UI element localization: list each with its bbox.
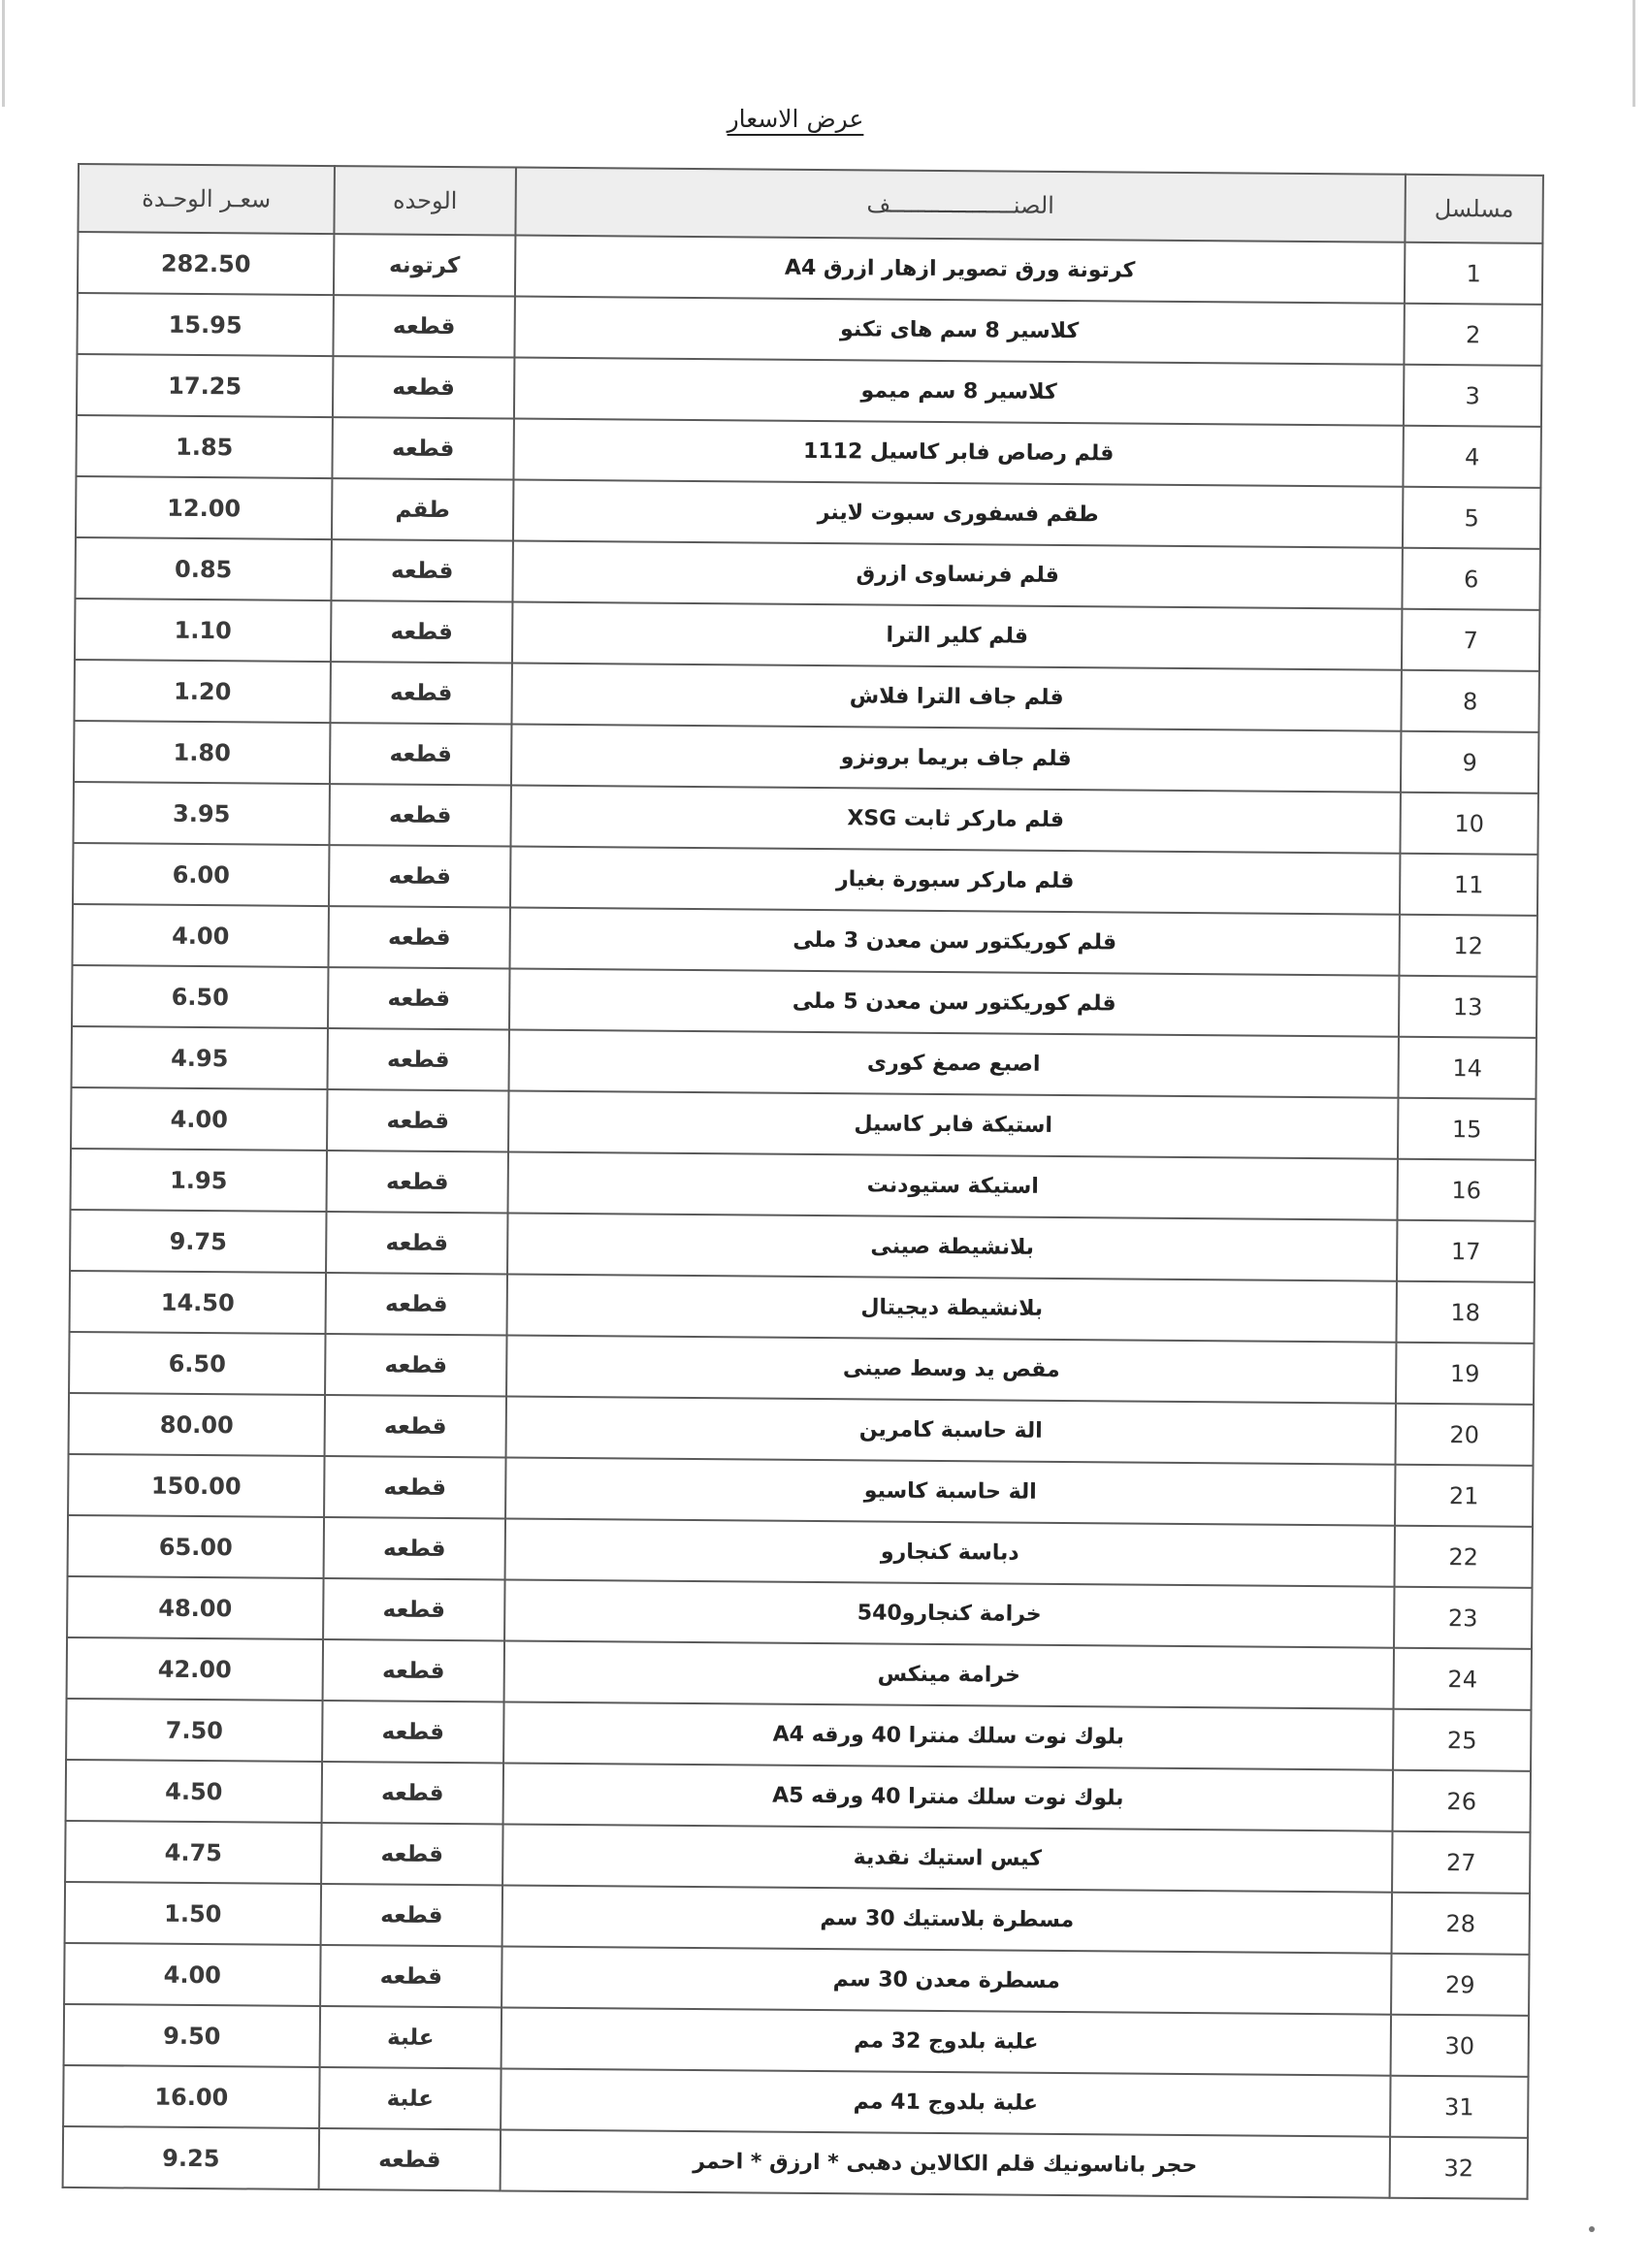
table-row (75, 599, 1539, 671)
serial-number-cell (1400, 793, 1537, 855)
unit-cell (331, 600, 512, 663)
unit-price-cell-text: 17.25 (168, 372, 242, 400)
unit-cell (331, 539, 512, 601)
serial-number-cell-text: 31 (1443, 2092, 1474, 2121)
unit-price-cell (77, 354, 333, 417)
item-name-cell (512, 541, 1402, 609)
table-row (76, 476, 1540, 549)
header-unit-price: سعـر الوحـدة (78, 164, 335, 234)
scan-edge-mark (1633, 0, 1635, 107)
item-name-cell-text: قلم فرنساوى ازرق (856, 562, 1059, 588)
unit-cell (333, 295, 514, 357)
serial-number-cell-text: 7 (1463, 626, 1478, 654)
unit-price-cell-text: 6.50 (168, 1349, 227, 1377)
unit-cell-text: قطعه (378, 2146, 441, 2173)
table-row (67, 1637, 1532, 1710)
unit-price-cell (73, 843, 329, 906)
item-name-cell-text: خرامة مينكس (877, 1662, 1020, 1688)
table-row (71, 1149, 1536, 1221)
unit-cell-text: قطعه (385, 1169, 449, 1195)
table-row (73, 843, 1537, 916)
table-row (74, 721, 1538, 794)
table-row (68, 1515, 1533, 1588)
scan-edge-mark (2, 0, 5, 107)
serial-number-cell-text: 19 (1449, 1359, 1480, 1387)
unit-price-cell-text: 1.50 (164, 1899, 222, 1928)
serial-number-cell-text: 23 (1447, 1604, 1478, 1632)
unit-cell (329, 784, 510, 846)
table-row (65, 1882, 1530, 1955)
table-row (73, 904, 1537, 977)
item-name-cell-text: حجر باناسونيك قلم الكالاين دهبى * ارزق * احمر (693, 2150, 1198, 2179)
serial-number-cell (1391, 1954, 1529, 2016)
unit-price-cell (66, 1760, 322, 1823)
serial-number-cell (1397, 1159, 1535, 1221)
item-name-cell-text: اصبع صمغ كورى (866, 1051, 1041, 1077)
unit-price-cell (78, 232, 334, 295)
table-row (70, 1210, 1535, 1282)
serial-number-cell-text: 5 (1464, 503, 1479, 532)
unit-price-cell-text: 80.00 (159, 1410, 234, 1439)
serial-number-cell (1396, 1343, 1534, 1405)
unit-price-cell (71, 1149, 327, 1212)
serial-number-cell-text: 1 (1466, 259, 1481, 287)
table-row (69, 1332, 1534, 1405)
unit-cell (326, 1212, 507, 1274)
item-name-cell-text: استيكة ستيودنت (866, 1173, 1039, 1199)
unit-price-cell (65, 1882, 321, 1945)
table-row (63, 2126, 1528, 2199)
serial-number-cell-text: 6 (1463, 565, 1479, 593)
unit-cell (326, 1273, 507, 1335)
unit-cell (319, 2128, 501, 2190)
serial-number-cell-text: 10 (1454, 809, 1485, 837)
unit-cell-text: قطعه (383, 1474, 447, 1501)
unit-price-cell (74, 660, 330, 723)
serial-number-cell-text: 16 (1451, 1176, 1482, 1204)
table-row (64, 2004, 1529, 2077)
unit-price-cell (75, 599, 331, 662)
page-title: عرض الاسعار (727, 105, 864, 133)
item-name-cell-text: قلم رصاص فابر كاسيل 1112 (802, 438, 1115, 467)
serial-number-cell (1402, 548, 1539, 610)
unit-cell (320, 1945, 501, 2007)
serial-number-cell-text: 30 (1444, 2031, 1475, 2059)
unit-cell-text: قطعه (392, 313, 456, 340)
serial-number-cell-text: 4 (1464, 442, 1480, 470)
item-name-cell-text: الة حاسبة كامرين (858, 1417, 1043, 1443)
unit-price-cell-text: 1.10 (174, 616, 232, 644)
item-name-cell-text: قلم ماركر ثابت XSG (847, 806, 1065, 833)
table-header-row (78, 164, 1543, 243)
serial-number-cell-text: 20 (1449, 1420, 1480, 1448)
item-name-cell-text: مقص يد وسط صينى (842, 1356, 1060, 1382)
serial-number-cell (1402, 609, 1539, 671)
item-name-cell (510, 847, 1400, 915)
serial-number-cell-text: 32 (1443, 2154, 1474, 2182)
unit-cell-text: قطعه (390, 619, 454, 645)
table-row (65, 1821, 1530, 1894)
table-row (66, 1760, 1531, 1832)
item-name-cell-text: خرامة كنجارو540 (857, 1601, 1042, 1627)
unit-price-cell (71, 1087, 327, 1150)
unit-cell (330, 662, 511, 724)
unit-price-cell (73, 782, 329, 845)
item-name-cell (501, 2068, 1390, 2136)
table-row (72, 965, 1536, 1038)
unit-price-cell-text: 14.50 (160, 1288, 235, 1316)
serial-number-cell-text: 8 (1462, 687, 1478, 715)
unit-price-cell (64, 1943, 320, 2006)
unit-price-cell-text: 9.50 (163, 2022, 221, 2050)
serial-number-cell (1399, 976, 1536, 1038)
unit-cell (321, 1823, 502, 1885)
item-name-cell-text: قلم جاف بريما برونزو (840, 745, 1072, 772)
serial-number-cell (1396, 1404, 1534, 1466)
unit-cell-text: قطعه (385, 1230, 449, 1256)
serial-number-cell (1394, 1587, 1532, 1649)
unit-price-cell-text: 12.00 (167, 494, 242, 522)
unit-price-cell (75, 537, 331, 600)
unit-price-cell (69, 1393, 325, 1456)
item-name-cell-text: مسطرة بلاستيك 30 سم (820, 1906, 1075, 1933)
unit-cell (332, 417, 513, 479)
unit-cell-text: قطعه (383, 1413, 447, 1440)
table-row (75, 537, 1539, 610)
unit-price-cell (72, 1026, 328, 1089)
unit-price-cell-text: 1.95 (170, 1166, 228, 1194)
unit-cell (322, 1762, 503, 1824)
serial-number-cell-text: 11 (1453, 870, 1484, 898)
unit-price-cell (67, 1637, 323, 1701)
header-serial: مسلسل (1405, 175, 1543, 243)
unit-price-cell (74, 721, 330, 784)
item-name-cell-text: استيكة فابر كاسيل (854, 1112, 1053, 1138)
item-name-cell-text: بلانشيطة صينى (870, 1234, 1035, 1260)
table-row (63, 2065, 1528, 2138)
serial-number-cell (1392, 1831, 1530, 1894)
unit-price-cell-text: 4.75 (164, 1838, 223, 1866)
unit-cell (325, 1395, 506, 1457)
item-name-cell-text: بلوك نوت سلك منترا 40 ورقه A5 (772, 1783, 1124, 1811)
unit-price-cell-text: 4.50 (165, 1777, 223, 1805)
serial-number-cell (1392, 1893, 1530, 1955)
unit-cell (327, 1089, 508, 1151)
unit-price-cell-text: 4.00 (163, 1960, 222, 1989)
unit-price-cell-text: 0.85 (174, 555, 233, 583)
unit-price-cell (63, 2065, 319, 2128)
unit-cell-text: علبة (387, 2025, 435, 2051)
item-name-cell-text: قلم ماركر سبورة بغيار (835, 867, 1075, 894)
unit-price-cell-text: 48.00 (158, 1594, 233, 1622)
unit-price-cell (66, 1699, 322, 1762)
item-name-cell (504, 1580, 1394, 1648)
serial-number-cell (1403, 487, 1540, 549)
unit-cell (324, 1517, 505, 1579)
serial-number-cell-text: 9 (1462, 748, 1477, 776)
serial-number-cell-text: 2 (1465, 320, 1481, 348)
unit-price-cell-text: 42.00 (157, 1655, 232, 1683)
serial-number-cell-text: 26 (1446, 1787, 1477, 1815)
unit-price-cell-text: 9.75 (169, 1227, 227, 1255)
item-name-cell-text: الة حاسبة كاسيو (863, 1478, 1037, 1505)
serial-number-cell (1404, 365, 1541, 427)
item-name-cell (506, 1336, 1396, 1404)
table-row (64, 1943, 1529, 2016)
unit-cell (327, 1150, 508, 1213)
table-body (63, 232, 1543, 2199)
table-row (69, 1393, 1534, 1466)
unit-price-cell (67, 1576, 323, 1639)
unit-cell-text: قطعه (380, 1902, 443, 1928)
unit-cell-text: قطعه (384, 1352, 448, 1378)
serial-number-cell (1390, 2137, 1528, 2199)
item-name-cell-text: بلوك نوت سلك منترا 40 ورقه A4 (772, 1722, 1125, 1750)
unit-cell (324, 1456, 505, 1518)
unit-cell-text: قطعه (384, 1291, 448, 1317)
serial-number-cell-text: 28 (1445, 1909, 1476, 1937)
unit-cell-text: قطعه (388, 802, 452, 828)
unit-price-cell-text: 16.00 (154, 2083, 229, 2111)
item-name-cell-text: كلاسير 8 سم ميمو (860, 378, 1057, 405)
unit-cell (329, 845, 510, 907)
item-name-cell (508, 1152, 1398, 1220)
serial-number-cell (1399, 915, 1536, 977)
serial-number-cell-text: 14 (1452, 1053, 1483, 1082)
unit-cell (319, 2067, 501, 2129)
unit-price-cell (70, 1210, 326, 1273)
item-name-cell (514, 297, 1404, 365)
unit-cell-text: قطعه (386, 1047, 450, 1073)
item-name-cell (501, 1946, 1391, 2014)
item-name-cell (507, 1214, 1397, 1281)
unit-price-cell (64, 2004, 320, 2067)
unit-cell-text: قطعه (382, 1597, 446, 1623)
item-name-cell-text: قلم كوريكتور سن معدن 3 ملى (792, 927, 1117, 956)
serial-number-cell-text: 17 (1450, 1237, 1481, 1265)
item-name-cell (506, 1397, 1396, 1465)
unit-price-cell-text: 6.50 (171, 983, 229, 1011)
item-name-cell (514, 358, 1404, 426)
unit-price-cell-text: 6.00 (172, 860, 230, 889)
item-name-cell (501, 2007, 1391, 2075)
unit-cell-text: قطعه (389, 741, 453, 767)
serial-number-cell (1405, 243, 1542, 305)
item-name-cell-text: علبة بلدوج 32 مم (854, 2028, 1039, 2055)
serial-number-cell (1400, 854, 1537, 916)
serial-number-cell (1394, 1648, 1532, 1710)
unit-cell-text: كرتونه (388, 252, 461, 278)
unit-cell-text: قطعه (390, 558, 454, 584)
serial-number-cell (1395, 1465, 1533, 1527)
unit-cell-text: قطعه (387, 924, 451, 951)
table-row (70, 1271, 1535, 1344)
header-unit: الوحده (334, 166, 516, 235)
unit-cell (333, 356, 514, 418)
serial-number-cell-text: 12 (1453, 931, 1484, 959)
item-name-cell-text: علبة بلدوج 41 مم (853, 2090, 1039, 2116)
item-name-cell-text: طقم فسفورى سبوت لاينر (817, 501, 1099, 528)
item-name-cell (504, 1641, 1394, 1709)
unit-price-cell-text: 1.20 (174, 677, 232, 705)
unit-price-cell-text: 7.50 (165, 1716, 224, 1744)
unit-cell-text: قطعه (391, 436, 455, 462)
unit-cell (328, 906, 509, 968)
unit-price-cell (72, 965, 328, 1028)
serial-number-cell (1396, 1281, 1534, 1344)
unit-price-cell (70, 1271, 326, 1334)
unit-price-cell (77, 293, 333, 356)
item-name-cell (511, 664, 1401, 731)
unit-price-cell-text: 282.50 (160, 249, 251, 277)
unit-price-cell (65, 1821, 321, 1884)
serial-number-cell-text: 13 (1452, 992, 1483, 1021)
unit-cell (332, 478, 513, 540)
unit-price-cell (63, 2126, 319, 2189)
price-table (62, 163, 1544, 2200)
serial-number-cell-text: 18 (1450, 1298, 1481, 1326)
serial-number-cell-text: 29 (1444, 1970, 1475, 1998)
table-row (68, 1454, 1533, 1527)
item-name-cell (502, 1824, 1392, 1892)
serial-number-cell (1401, 731, 1538, 794)
unit-cell (334, 234, 515, 296)
table-row (78, 232, 1542, 305)
serial-number-cell (1395, 1526, 1533, 1588)
item-name-cell-text: بلانشيطة ديجيتال (860, 1295, 1044, 1321)
unit-price-cell (76, 476, 332, 539)
unit-cell-text: علبة (386, 2086, 435, 2112)
serial-number-cell (1404, 304, 1541, 366)
serial-number-cell-text: 21 (1448, 1481, 1479, 1509)
unit-price-cell-text: 15.95 (168, 310, 242, 339)
unit-price-cell-text: 9.25 (162, 2144, 220, 2172)
item-name-cell (509, 908, 1399, 976)
unit-price-cell-text: 65.00 (158, 1533, 233, 1561)
unit-cell-text: قطعه (381, 1780, 444, 1806)
item-name-cell (502, 1885, 1392, 1953)
scan-speck (1589, 2226, 1595, 2232)
unit-cell-text: قطعه (381, 1719, 445, 1745)
unit-cell (325, 1334, 506, 1396)
item-name-cell (503, 1702, 1393, 1770)
unit-price-cell-text: 4.95 (171, 1044, 229, 1072)
unit-price-cell (69, 1332, 325, 1395)
item-name-cell-text: كلاسير 8 سم هاى تكنو (839, 317, 1080, 344)
item-name-cell (505, 1519, 1395, 1587)
unit-cell (320, 2006, 501, 2068)
item-name-cell (510, 786, 1400, 854)
unit-price-cell (76, 415, 332, 478)
item-name-cell-text: كرتونة ورق تصوير ازهار ازرق A4 (784, 255, 1136, 283)
serial-number-cell (1401, 670, 1538, 732)
unit-cell-text: قطعه (379, 1963, 443, 1990)
unit-cell (321, 1884, 502, 1946)
item-name-cell-text: كيس استيك نقدية (853, 1845, 1043, 1871)
serial-number-cell-text: 22 (1448, 1542, 1479, 1571)
unit-cell (328, 1028, 509, 1090)
unit-price-cell-text: 150.00 (150, 1472, 242, 1500)
table-row (73, 782, 1537, 855)
item-name-cell (509, 969, 1399, 1037)
item-name-cell (503, 1763, 1393, 1831)
unit-cell (323, 1639, 504, 1701)
item-name-cell-text: دباسة كنجارو (880, 1539, 1019, 1566)
table-row (66, 1699, 1531, 1771)
unit-cell-text: طقم (395, 497, 450, 523)
unit-cell (330, 723, 511, 785)
serial-number-cell-text: 15 (1451, 1115, 1482, 1143)
item-name-cell (508, 1091, 1398, 1159)
table-row (72, 1026, 1536, 1099)
unit-cell (323, 1578, 504, 1640)
unit-price-cell-text: 4.00 (172, 922, 230, 950)
unit-cell (328, 967, 509, 1029)
unit-price-cell (73, 904, 329, 967)
unit-price-cell (68, 1515, 324, 1578)
unit-cell (322, 1701, 503, 1763)
serial-number-cell-text: 25 (1446, 1726, 1477, 1754)
table-row (74, 660, 1538, 732)
unit-price-cell-text: 1.85 (175, 433, 234, 461)
item-name-cell-text: قلم كوريكتور سن معدن 5 ملى (792, 988, 1116, 1017)
serial-number-cell (1393, 1770, 1531, 1832)
unit-cell-text: قطعه (382, 1536, 446, 1562)
item-name-cell (509, 1030, 1399, 1098)
unit-cell-text: قطعه (388, 863, 452, 890)
serial-number-cell (1391, 2015, 1529, 2077)
item-name-cell-text: مسطرة معدن 30 سم (832, 1967, 1060, 1994)
serial-number-cell (1398, 1098, 1536, 1160)
unit-price-cell-text: 4.00 (170, 1105, 228, 1133)
unit-cell-text: قطعه (392, 374, 455, 401)
unit-price-cell-text: 1.80 (173, 738, 231, 766)
unit-cell-text: قطعه (386, 1108, 450, 1134)
item-name-cell-text: قلم كلير الترا (886, 623, 1028, 649)
table-row (77, 293, 1541, 366)
item-name-cell (507, 1275, 1397, 1343)
unit-price-cell-text: 3.95 (173, 799, 231, 827)
unit-cell-text: قطعه (387, 986, 451, 1012)
item-name-cell-text: قلم جاف الترا فلاش (849, 684, 1064, 711)
header-item: الصنــــــــــــــــــف (515, 168, 1406, 243)
serial-number-cell (1397, 1220, 1535, 1282)
item-name-cell (501, 2129, 1390, 2197)
unit-price-cell (68, 1454, 324, 1517)
serial-number-cell (1390, 2076, 1528, 2138)
table-row (76, 415, 1540, 488)
serial-number-cell (1398, 1037, 1536, 1099)
item-name-cell (513, 480, 1403, 548)
unit-cell-text: قطعه (380, 1841, 444, 1867)
serial-number-cell (1403, 426, 1540, 488)
serial-number-cell-text: 24 (1447, 1665, 1478, 1693)
unit-cell-text: قطعه (381, 1658, 445, 1684)
serial-number-cell (1393, 1709, 1531, 1771)
table-row (67, 1576, 1532, 1649)
unit-cell-text: قطعه (389, 680, 453, 706)
serial-number-cell-text: 27 (1445, 1848, 1476, 1876)
table-row (71, 1087, 1536, 1160)
serial-number-cell-text: 3 (1465, 381, 1480, 409)
item-name-cell (511, 725, 1401, 793)
table-row (77, 354, 1541, 427)
item-name-cell (515, 236, 1405, 304)
item-name-cell (512, 602, 1402, 670)
item-name-cell (505, 1458, 1395, 1526)
item-name-cell (513, 419, 1403, 487)
